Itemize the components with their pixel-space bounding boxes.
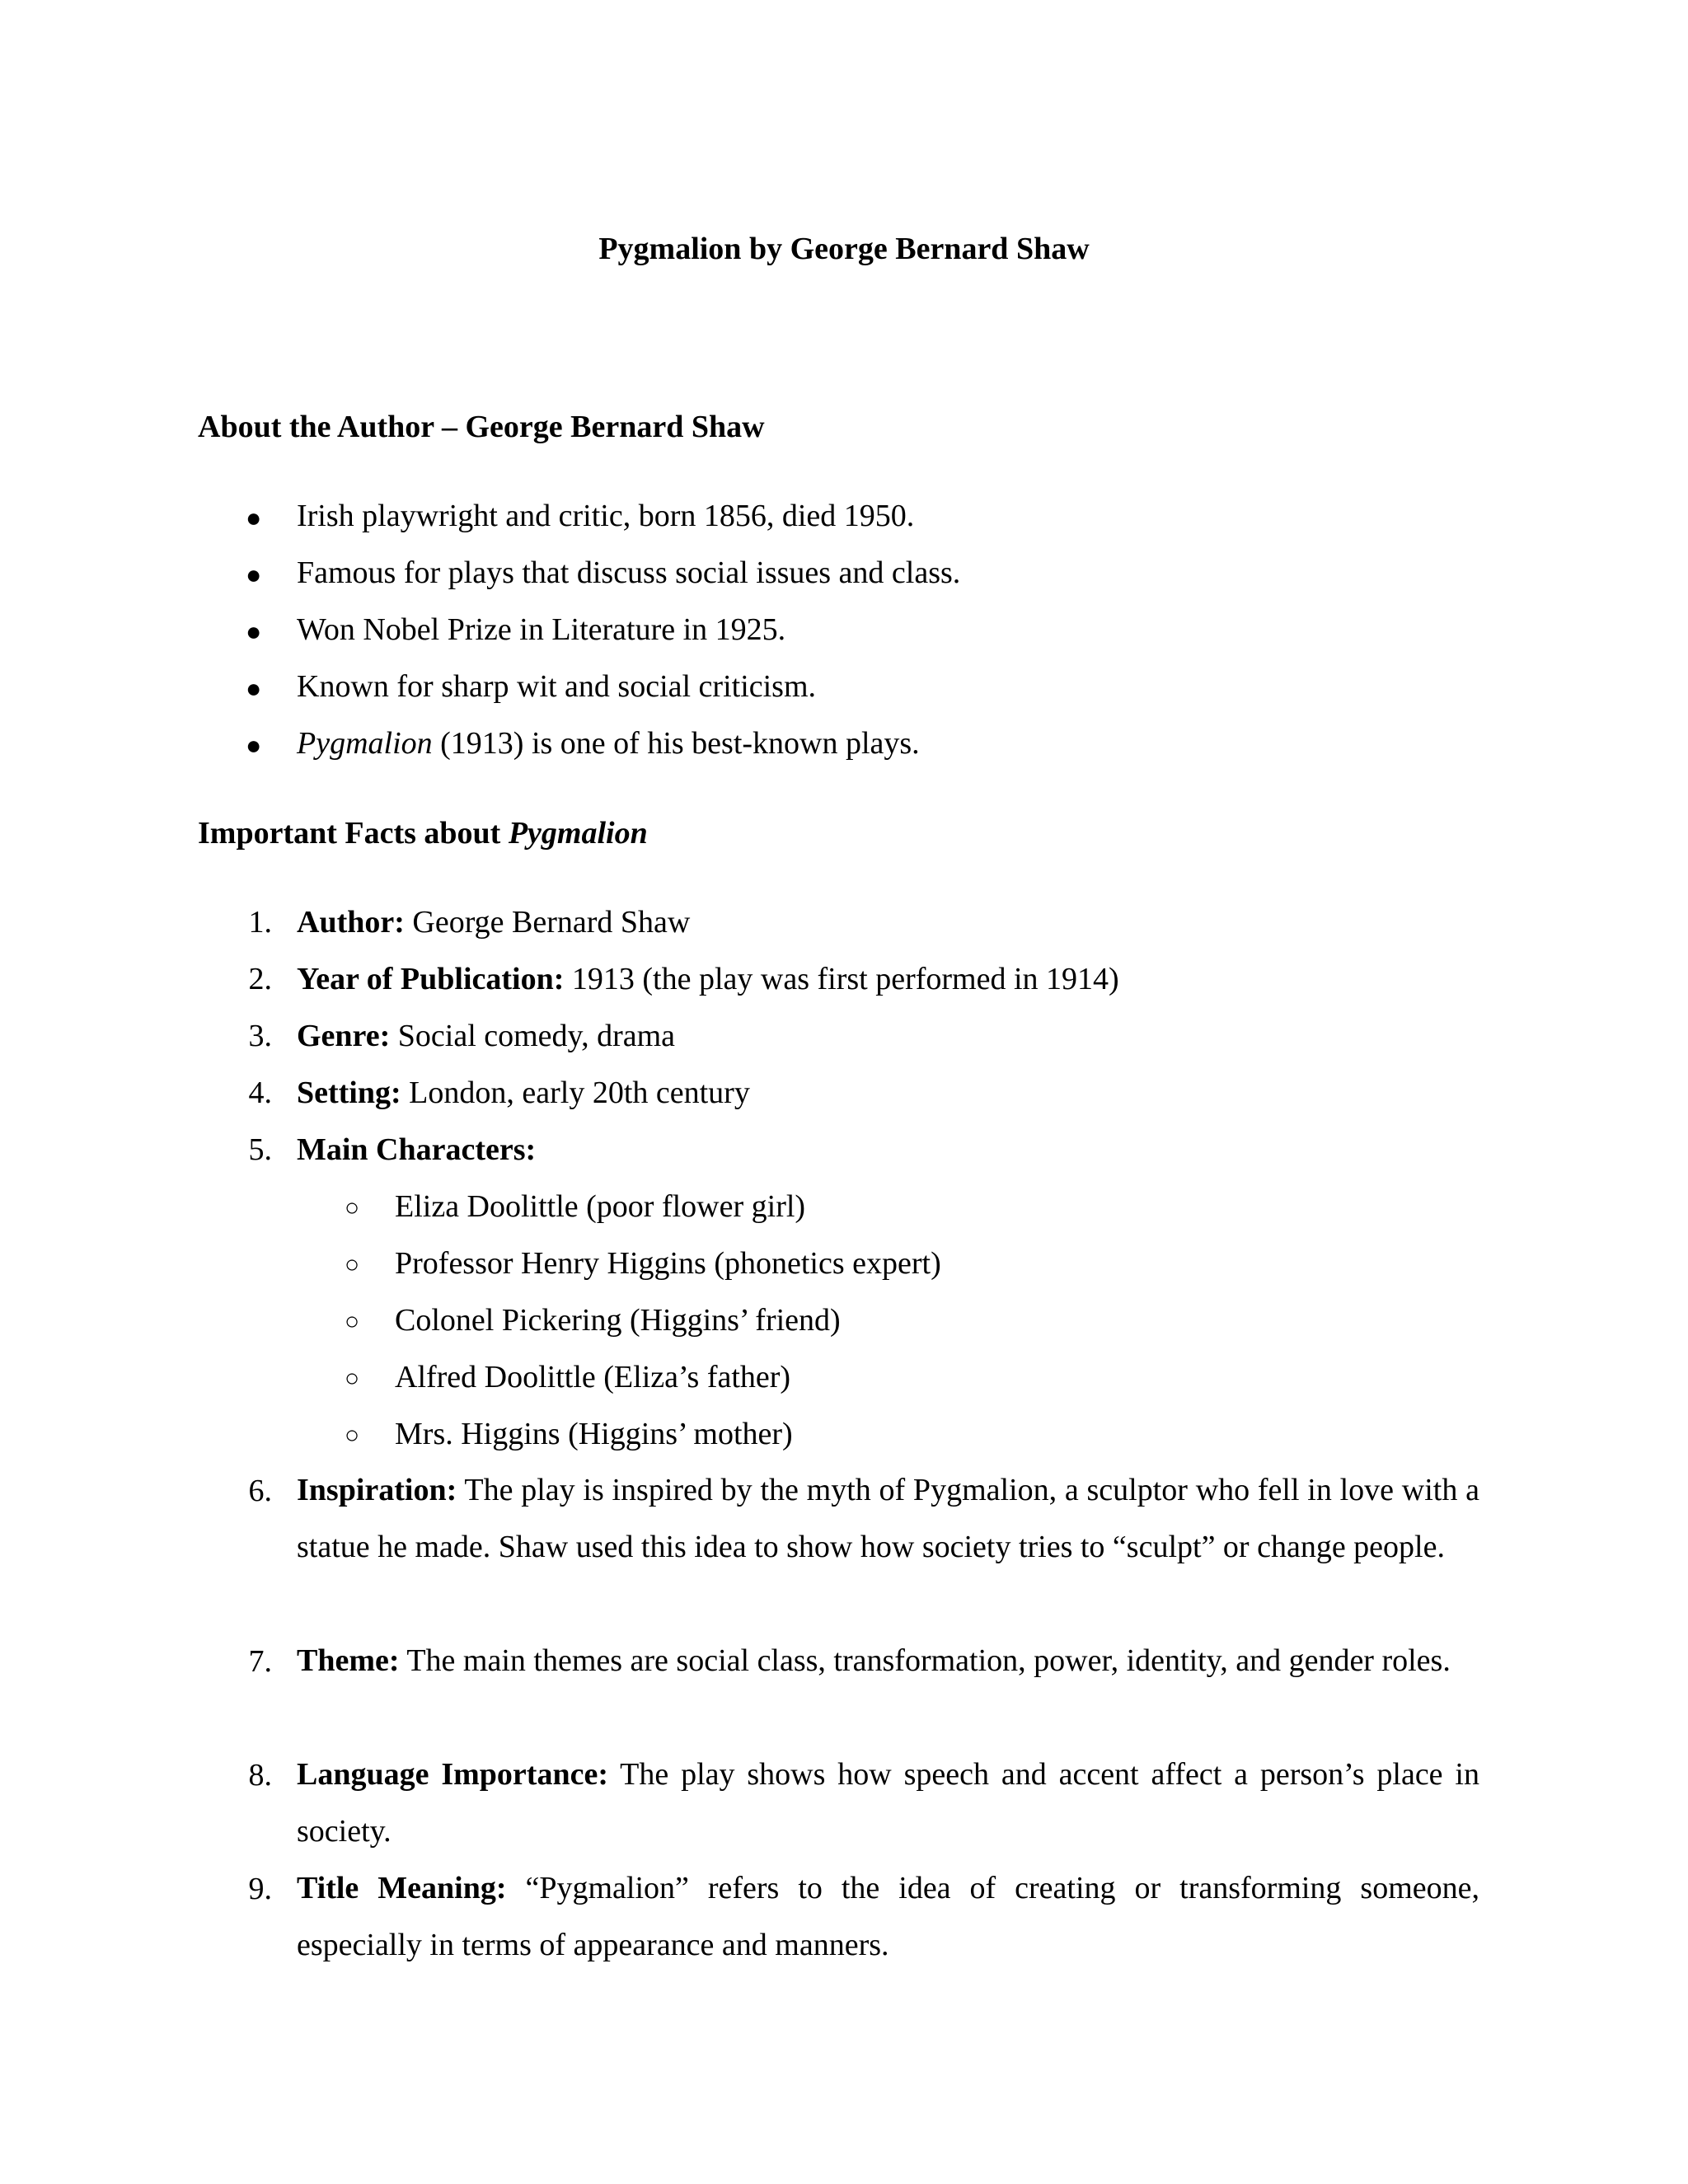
item-label: Setting: — [297, 1076, 401, 1110]
sub-bullet-marker: ○ — [345, 1194, 360, 1221]
item-text — [297, 1130, 536, 1169]
heading-prefix: Important Facts about — [198, 816, 509, 851]
sub-bullet-marker: ○ — [345, 1422, 360, 1449]
bullet-text: Irish playwright and critic, born 1856, died 1950. — [297, 499, 915, 533]
item-value: The play is inspired by the myth of Pygmalion, a sculptor who fell in love with a statue he made. Shaw used this idea to show how society tries to “sculpt” or change people. — [297, 1473, 1479, 1564]
item-label: Language Importance: — [297, 1757, 608, 1792]
item-label: Inspiration: — [297, 1473, 457, 1507]
about-author-heading: About the Author – George Bernard Shaw — [198, 410, 765, 444]
item-number: 3. — [248, 1019, 272, 1053]
bullet-marker: ● — [246, 673, 262, 703]
item-value: London, early 20th century — [401, 1076, 750, 1110]
bullet-marker: ● — [246, 560, 262, 589]
item-text — [297, 959, 1119, 999]
item-value: The main themes are social class, transformation, power, identity, and gender roles. — [399, 1643, 1451, 1678]
sub-item-text: Alfred Doolittle (Eliza’s father) — [395, 1360, 791, 1394]
item-number: 8. — [248, 1758, 272, 1793]
item-value: “Pygmalion” refers to the idea of creating or transforming someone, especially in terms of appearance and manners. — [297, 1871, 1479, 1962]
sub-bullet-marker: ○ — [345, 1251, 360, 1278]
item-value: The play shows how speech and accent affect a person’s place in society. — [297, 1757, 1479, 1849]
sub-item-text: Eliza Doolittle (poor flower girl) — [395, 1189, 806, 1224]
bullet-marker: ● — [246, 730, 262, 760]
item-value: George Bernard Shaw — [404, 905, 691, 940]
item-number: 6. — [248, 1474, 272, 1508]
bullet-text-rest: (1913) is one of his best-known plays. — [432, 726, 920, 761]
item-text — [297, 1633, 1479, 1690]
item-text — [297, 1016, 675, 1056]
sub-item-text: Colonel Pickering (Higgins’ friend) — [395, 1303, 841, 1338]
item-text — [297, 1462, 1479, 1576]
heading-italic-title: Pygmalion — [508, 816, 648, 851]
item-text — [297, 1746, 1479, 1860]
bullet-text: Won Nobel Prize in Literature in 1925. — [297, 612, 786, 647]
item-label: Year of Publication: — [297, 962, 565, 996]
item-number: 7. — [248, 1644, 272, 1679]
sub-bullet-marker: ○ — [345, 1308, 360, 1335]
item-text — [297, 1860, 1479, 1974]
document-title: Pygmalion by George Bernard Shaw — [598, 232, 1090, 266]
sub-bullet-marker: ○ — [345, 1365, 360, 1392]
item-label: Genre: — [297, 1019, 391, 1053]
item-number: 2. — [248, 962, 272, 996]
item-label: Main Characters: — [297, 1132, 537, 1167]
sub-item-text: Mrs. Higgins (Higgins’ mother) — [395, 1417, 793, 1451]
item-text — [297, 1073, 750, 1113]
bullet-marker: ● — [246, 616, 262, 646]
item-number: 4. — [248, 1076, 272, 1110]
sub-item-text: Professor Henry Higgins (phonetics expert) — [395, 1246, 941, 1281]
item-value: Social comedy, drama — [390, 1019, 676, 1053]
item-text — [297, 902, 690, 942]
item-label: Author: — [297, 905, 405, 940]
item-number: 1. — [248, 905, 272, 940]
bullet-text — [297, 724, 920, 763]
bullet-text: Famous for plays that discuss social issues and class. — [297, 555, 961, 590]
item-label: Theme: — [297, 1643, 400, 1678]
important-facts-heading — [198, 813, 648, 853]
bullet-marker: ● — [246, 503, 262, 532]
italic-play-title: Pygmalion — [297, 726, 433, 761]
item-value: 1913 (the play was first performed in 1914) — [564, 962, 1119, 996]
bullet-text: Known for sharp wit and social criticism. — [297, 669, 817, 704]
item-number: 9. — [248, 1872, 272, 1906]
item-number: 5. — [248, 1132, 272, 1167]
item-label: Title Meaning: — [297, 1871, 507, 1905]
